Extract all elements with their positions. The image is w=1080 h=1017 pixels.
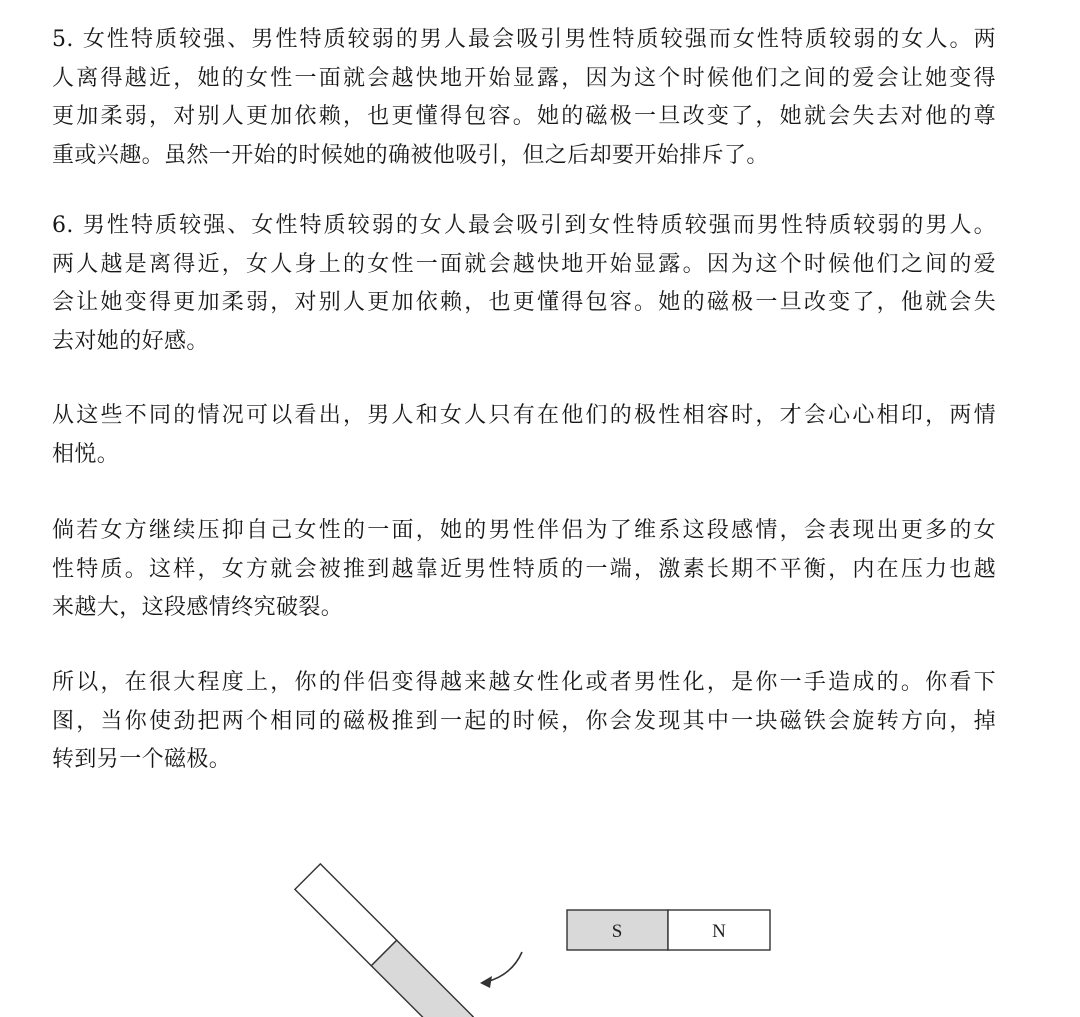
tilted-magnet-shaded-pole	[371, 940, 473, 1017]
paragraph-5	[52, 21, 996, 175]
north-pole-label: N	[712, 921, 726, 942]
tilted-magnet-blank-pole	[295, 864, 397, 966]
text-line: 人离得越近，她的女性一面就会越快地开始显露，因为这个时候他们之间的爱会让她变得	[52, 65, 996, 91]
text-line: 更加柔弱，对别人更加依赖，也更懂得包容。她的磁极一旦改变了，她就会失去对他的尊	[52, 104, 996, 129]
paragraph-magnet-intro	[52, 664, 996, 780]
tilted-magnet	[295, 864, 473, 1017]
magnet-illustration	[0, 800, 1080, 1017]
text-line: 6. 男性特质较强、女性特质较弱的女人最会吸引到女性特质较强而男性特质较弱的男人。	[52, 213, 996, 238]
text-line: 相悦。	[52, 441, 120, 467]
text-line: 性特质。这样，女方就会被推到越靠近男性特质的一端，激素长期不平衡，内在压力也越	[52, 556, 996, 582]
south-pole-label: S	[611, 921, 623, 942]
paragraph-conclusion	[52, 397, 996, 474]
text-line: 图，当你使劲把两个相同的磁极推到一起的时候，你会发现其中一块磁铁会旋转方向，掉	[52, 708, 996, 734]
text-line: 去对她的好感。	[52, 328, 209, 354]
text-line: 从这些不同的情况可以看出，男人和女人只有在他们的极性相容时，才会心心相印，两情	[52, 403, 996, 428]
text-line: 两人越是离得近，女人身上的女性一面就会越快地开始显露。因为这个时候他们之间的爱	[52, 251, 996, 277]
paragraph-imbalance	[52, 512, 996, 628]
text-line: 所以，在很大程度上，你的伴侣变得越来越女性化或者男性化，是你一手造成的。你看下	[52, 670, 996, 695]
paragraph-6	[52, 207, 996, 361]
text-line: 来越大，这段感情终究破裂。	[52, 595, 344, 620]
magnet-figure	[0, 800, 1080, 1017]
text-line: 转到另一个磁极。	[52, 747, 232, 772]
text-line: 5. 女性特质较强、男性特质较弱的男人最会吸引男性特质较强而女性特质较弱的女人。两	[52, 27, 996, 52]
horizontal-magnet	[567, 910, 770, 950]
text-line: 重或兴趣。虽然一开始的时候她的确被他吸引，但之后却要开始排斥了。	[52, 142, 769, 168]
text-line: 倘若女方继续压抑自己女性的一面，她的男性伴侣为了维系这段感情，会表现出更多的女	[52, 518, 996, 543]
text-line: 会让她变得更加柔弱，对别人更加依赖，也更懂得包容。她的磁极一旦改变了，他就会失	[52, 290, 996, 315]
rotation-arrow-icon	[480, 952, 522, 988]
